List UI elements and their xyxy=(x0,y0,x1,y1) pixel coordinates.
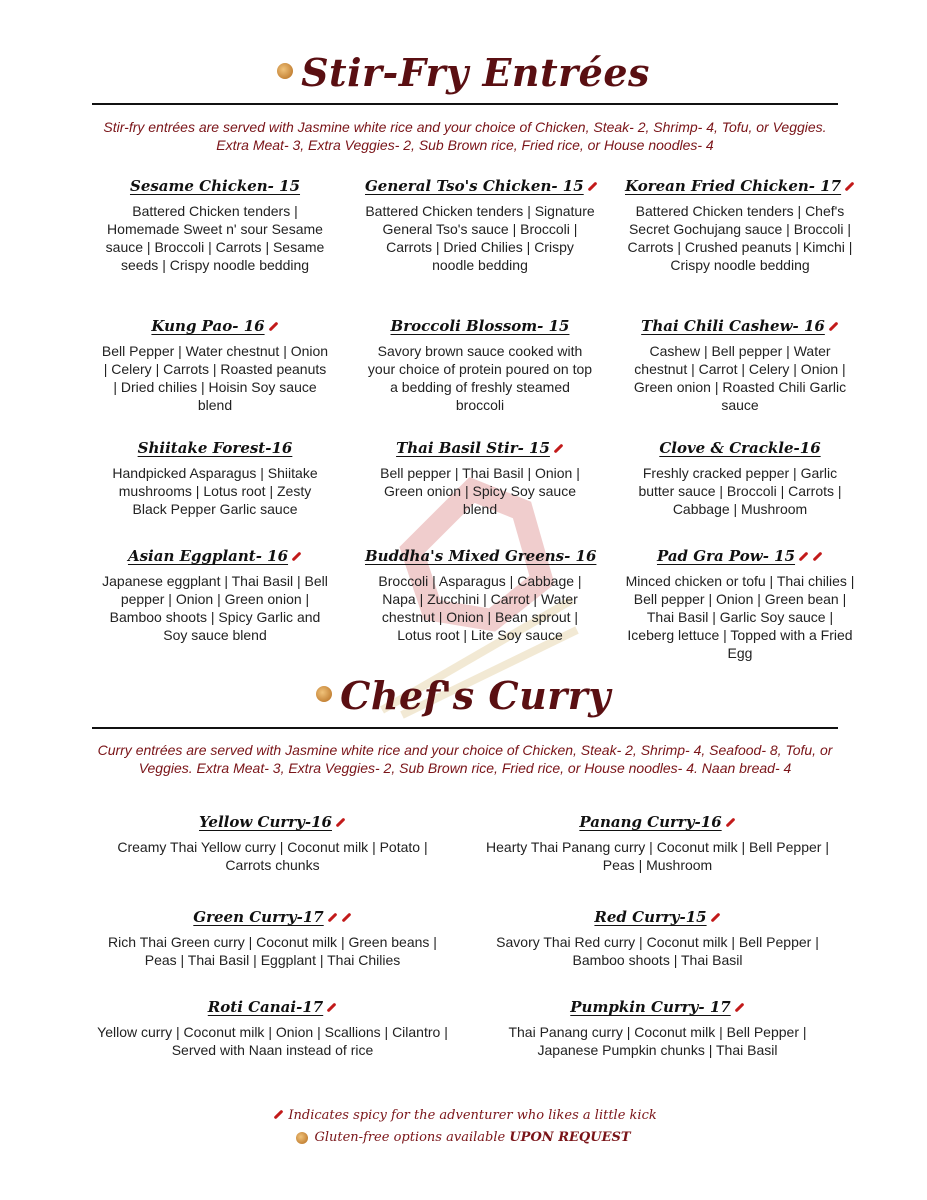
item-name: Broccoli Blossom- 15 xyxy=(390,317,570,335)
chili-pepper-icon xyxy=(734,1002,744,1012)
stirfry-menu-item xyxy=(625,176,855,274)
stirfry-item-description: Cashew | Bell pepper | Water chestnut | Carrot | Celery | Onion | Green onion | Roasted Chili Garlic sauce xyxy=(633,343,847,413)
stirfry-section-title: Stir-Fry Entrées xyxy=(0,50,927,95)
stirfry-menu-item xyxy=(625,316,855,414)
curry-intro: Curry entrées are served with Jasmine white rice and your choice of Chicken, Steak- 2, Shrimp- 4, Seafood- 8, Tofu, or Veggies. Extra Meat- 3, Extra Veggies- 2, Sub Brown rice, Fried rice, or House noodles- 4. Naan bread- 4 xyxy=(97,742,833,776)
footer-gluten-free-legend: Gluten-free options available UPON REQUEST xyxy=(0,1130,927,1145)
curry-item-description: Savory Thai Red curry | Coconut milk | Bell Pepper | Bamboo shoots | Thai Basil xyxy=(496,934,819,968)
stirfry-menu-item xyxy=(100,176,330,274)
curry-menu-item xyxy=(95,907,450,969)
chili-pepper-icon xyxy=(327,1002,337,1012)
curry-item-title xyxy=(480,997,835,1017)
stirfry-item-title xyxy=(365,316,595,336)
item-name: Thai Chili Cashew- 16 xyxy=(641,317,825,335)
gluten-free-icon xyxy=(316,686,332,702)
stirfry-item-title xyxy=(365,438,595,458)
stirfry-menu-item xyxy=(100,438,330,518)
item-name: Kung Pao- 16 xyxy=(151,317,265,335)
stirfry-intro: Stir-fry entrées are served with Jasmine white rice and your choice of Chicken, Steak- 2, Shrimp- 4, Tofu, or Veggies. Extra Meat- 3, Extra Veggies- 2, Sub Brown rice, Fried rice, or House noodles- 4 xyxy=(103,119,827,153)
stirfry-item-title xyxy=(365,546,595,566)
curry-menu-item xyxy=(95,997,450,1059)
stirfry-menu-item xyxy=(100,316,330,414)
curry-menu-item xyxy=(480,812,835,874)
curry-item-title xyxy=(95,997,450,1017)
stirfry-item-description: Handpicked Asparagus | Shiitake mushrooms | Lotus root | Zesty Black Pepper Garlic sauce xyxy=(112,465,318,517)
chili-pepper-icon xyxy=(813,551,823,561)
chili-pepper-icon xyxy=(292,551,302,561)
stirfry-item-title xyxy=(100,316,330,336)
item-name: Red Curry-15 xyxy=(594,908,707,926)
chili-pepper-icon xyxy=(268,321,278,331)
item-name: Yellow Curry-16 xyxy=(199,813,332,831)
stirfry-item-title xyxy=(625,176,855,196)
stirfry-menu-item xyxy=(625,438,855,518)
stirfry-item-description: Bell pepper | Thai Basil | Onion | Green onion | Spicy Soy sauce blend xyxy=(380,465,580,517)
stirfry-item-title xyxy=(100,546,330,566)
stirfry-item-title xyxy=(100,438,330,458)
curry-item-title xyxy=(480,907,835,927)
item-name: Buddha's Mixed Greens- 16 xyxy=(365,547,597,565)
stirfry-menu-item xyxy=(100,546,330,644)
chili-pepper-icon xyxy=(845,181,855,191)
chili-pepper-icon xyxy=(553,443,563,453)
curry-menu-item xyxy=(480,997,835,1059)
item-name: Roti Canai-17 xyxy=(207,998,324,1016)
item-name: Panang Curry-16 xyxy=(579,813,722,831)
stirfry-item-description: Japanese eggplant | Thai Basil | Bell pepper | Onion | Green onion | Bamboo shoots | Spicy Garlic and Soy sauce blend xyxy=(102,573,328,643)
curry-section-title: Chef's Curry xyxy=(0,673,927,718)
curry-menu-item xyxy=(95,812,450,874)
chili-pepper-icon xyxy=(327,912,337,922)
item-name: Sesame Chicken- 15 xyxy=(129,177,301,195)
stirfry-item-description: Battered Chicken tenders | Signature General Tso's sauce | Broccoli | Carrots | Dried Chilies | Crispy noodle bedding xyxy=(365,203,595,273)
curry-divider xyxy=(92,727,838,729)
stirfry-item-title xyxy=(365,176,595,196)
curry-item-description: Yellow curry | Coconut milk | Onion | Scallions | Cilantro | Served with Naan instead of rice xyxy=(97,1024,448,1058)
stirfry-divider xyxy=(92,103,838,105)
stirfry-item-description: Battered Chicken tenders | Homemade Sweet n' sour Sesame sauce | Broccoli | Carrots | Sesame seeds | Crispy noodle bedding xyxy=(105,203,325,273)
footer-spicy-legend: Indicates spicy for the adventurer who likes a little kick xyxy=(0,1108,927,1123)
curry-item-description: Thai Panang curry | Coconut milk | Bell Pepper | Japanese Pumpkin chunks | Thai Basil xyxy=(508,1024,807,1058)
chili-pepper-icon xyxy=(725,817,735,827)
item-name: Asian Eggplant- 16 xyxy=(127,547,289,565)
chili-pepper-icon xyxy=(336,817,346,827)
item-name: Korean Fried Chicken- 17 xyxy=(625,177,842,195)
item-name: Clove & Crackle-16 xyxy=(659,439,821,457)
gluten-free-icon xyxy=(296,1132,308,1144)
curry-item-description: Rich Thai Green curry | Coconut milk | Green beans | Peas | Thai Basil | Eggplant | Thai Chilies xyxy=(108,934,437,968)
gluten-free-emphasis: UPON REQUEST xyxy=(509,1130,631,1145)
curry-item-description: Creamy Thai Yellow curry | Coconut milk | Potato | Carrots chunks xyxy=(117,839,428,873)
gluten-free-icon xyxy=(277,63,293,79)
curry-item-title xyxy=(95,812,450,832)
chili-pepper-icon xyxy=(587,181,597,191)
stirfry-menu-item xyxy=(625,546,855,662)
stirfry-item-title xyxy=(625,316,855,336)
curry-item-description: Hearty Thai Panang curry | Coconut milk | Bell Pepper | Peas | Mushroom xyxy=(486,839,829,873)
item-name: Pad Gra Pow- 15 xyxy=(656,547,796,565)
item-name: Shiitake Forest-16 xyxy=(137,439,293,457)
chili-pepper-icon xyxy=(799,551,809,561)
curry-menu-item xyxy=(480,907,835,969)
chili-pepper-icon xyxy=(274,1110,284,1120)
curry-item-title xyxy=(95,907,450,927)
stirfry-item-title xyxy=(100,176,330,196)
curry-item-title xyxy=(480,812,835,832)
chili-pepper-icon xyxy=(710,912,720,922)
item-name: Pumpkin Curry- 17 xyxy=(570,998,731,1016)
item-name: Thai Basil Stir- 15 xyxy=(396,439,550,457)
stirfry-item-description: Broccoli | Asparagus | Cabbage | Napa | Zucchini | Carrot | Water chestnut | Onion | Bean sprout | Lotus root | Lite Soy sauce xyxy=(378,573,582,643)
stirfry-item-description: Bell Pepper | Water chestnut | Onion | Celery | Carrots | Roasted peanuts | Dried chilies | Hoisin Soy sauce blend xyxy=(101,343,329,413)
stirfry-menu-item xyxy=(365,546,595,644)
stirfry-menu-item xyxy=(365,438,595,518)
item-name: Green Curry-17 xyxy=(193,908,324,926)
chili-pepper-icon xyxy=(341,912,351,922)
stirfry-item-title xyxy=(625,438,855,458)
stirfry-item-description: Battered Chicken tenders | Chef's Secret Gochujang sauce | Broccoli | Carrots | Crushed peanuts | Kimchi | Crispy noodle bedding xyxy=(627,203,853,273)
stirfry-item-title xyxy=(625,546,855,566)
chili-pepper-icon xyxy=(828,321,838,331)
item-name: General Tso's Chicken- 15 xyxy=(365,177,584,195)
stirfry-menu-item xyxy=(365,316,595,414)
stirfry-item-description: Savory brown sauce cooked with your choice of protein poured on top a bedding of freshly steamed broccoli xyxy=(367,343,593,413)
stirfry-item-description: Minced chicken or tofu | Thai chilies | Bell pepper | Onion | Green bean | Thai Basil | Garlic Soy sauce | Iceberg lettuce | Topped with a Fried Egg xyxy=(625,573,855,661)
stirfry-menu-item xyxy=(365,176,595,274)
stirfry-item-description: Freshly cracked pepper | Garlic butter sauce | Broccoli | Carrots | Cabbage | Mushroom xyxy=(638,465,842,517)
